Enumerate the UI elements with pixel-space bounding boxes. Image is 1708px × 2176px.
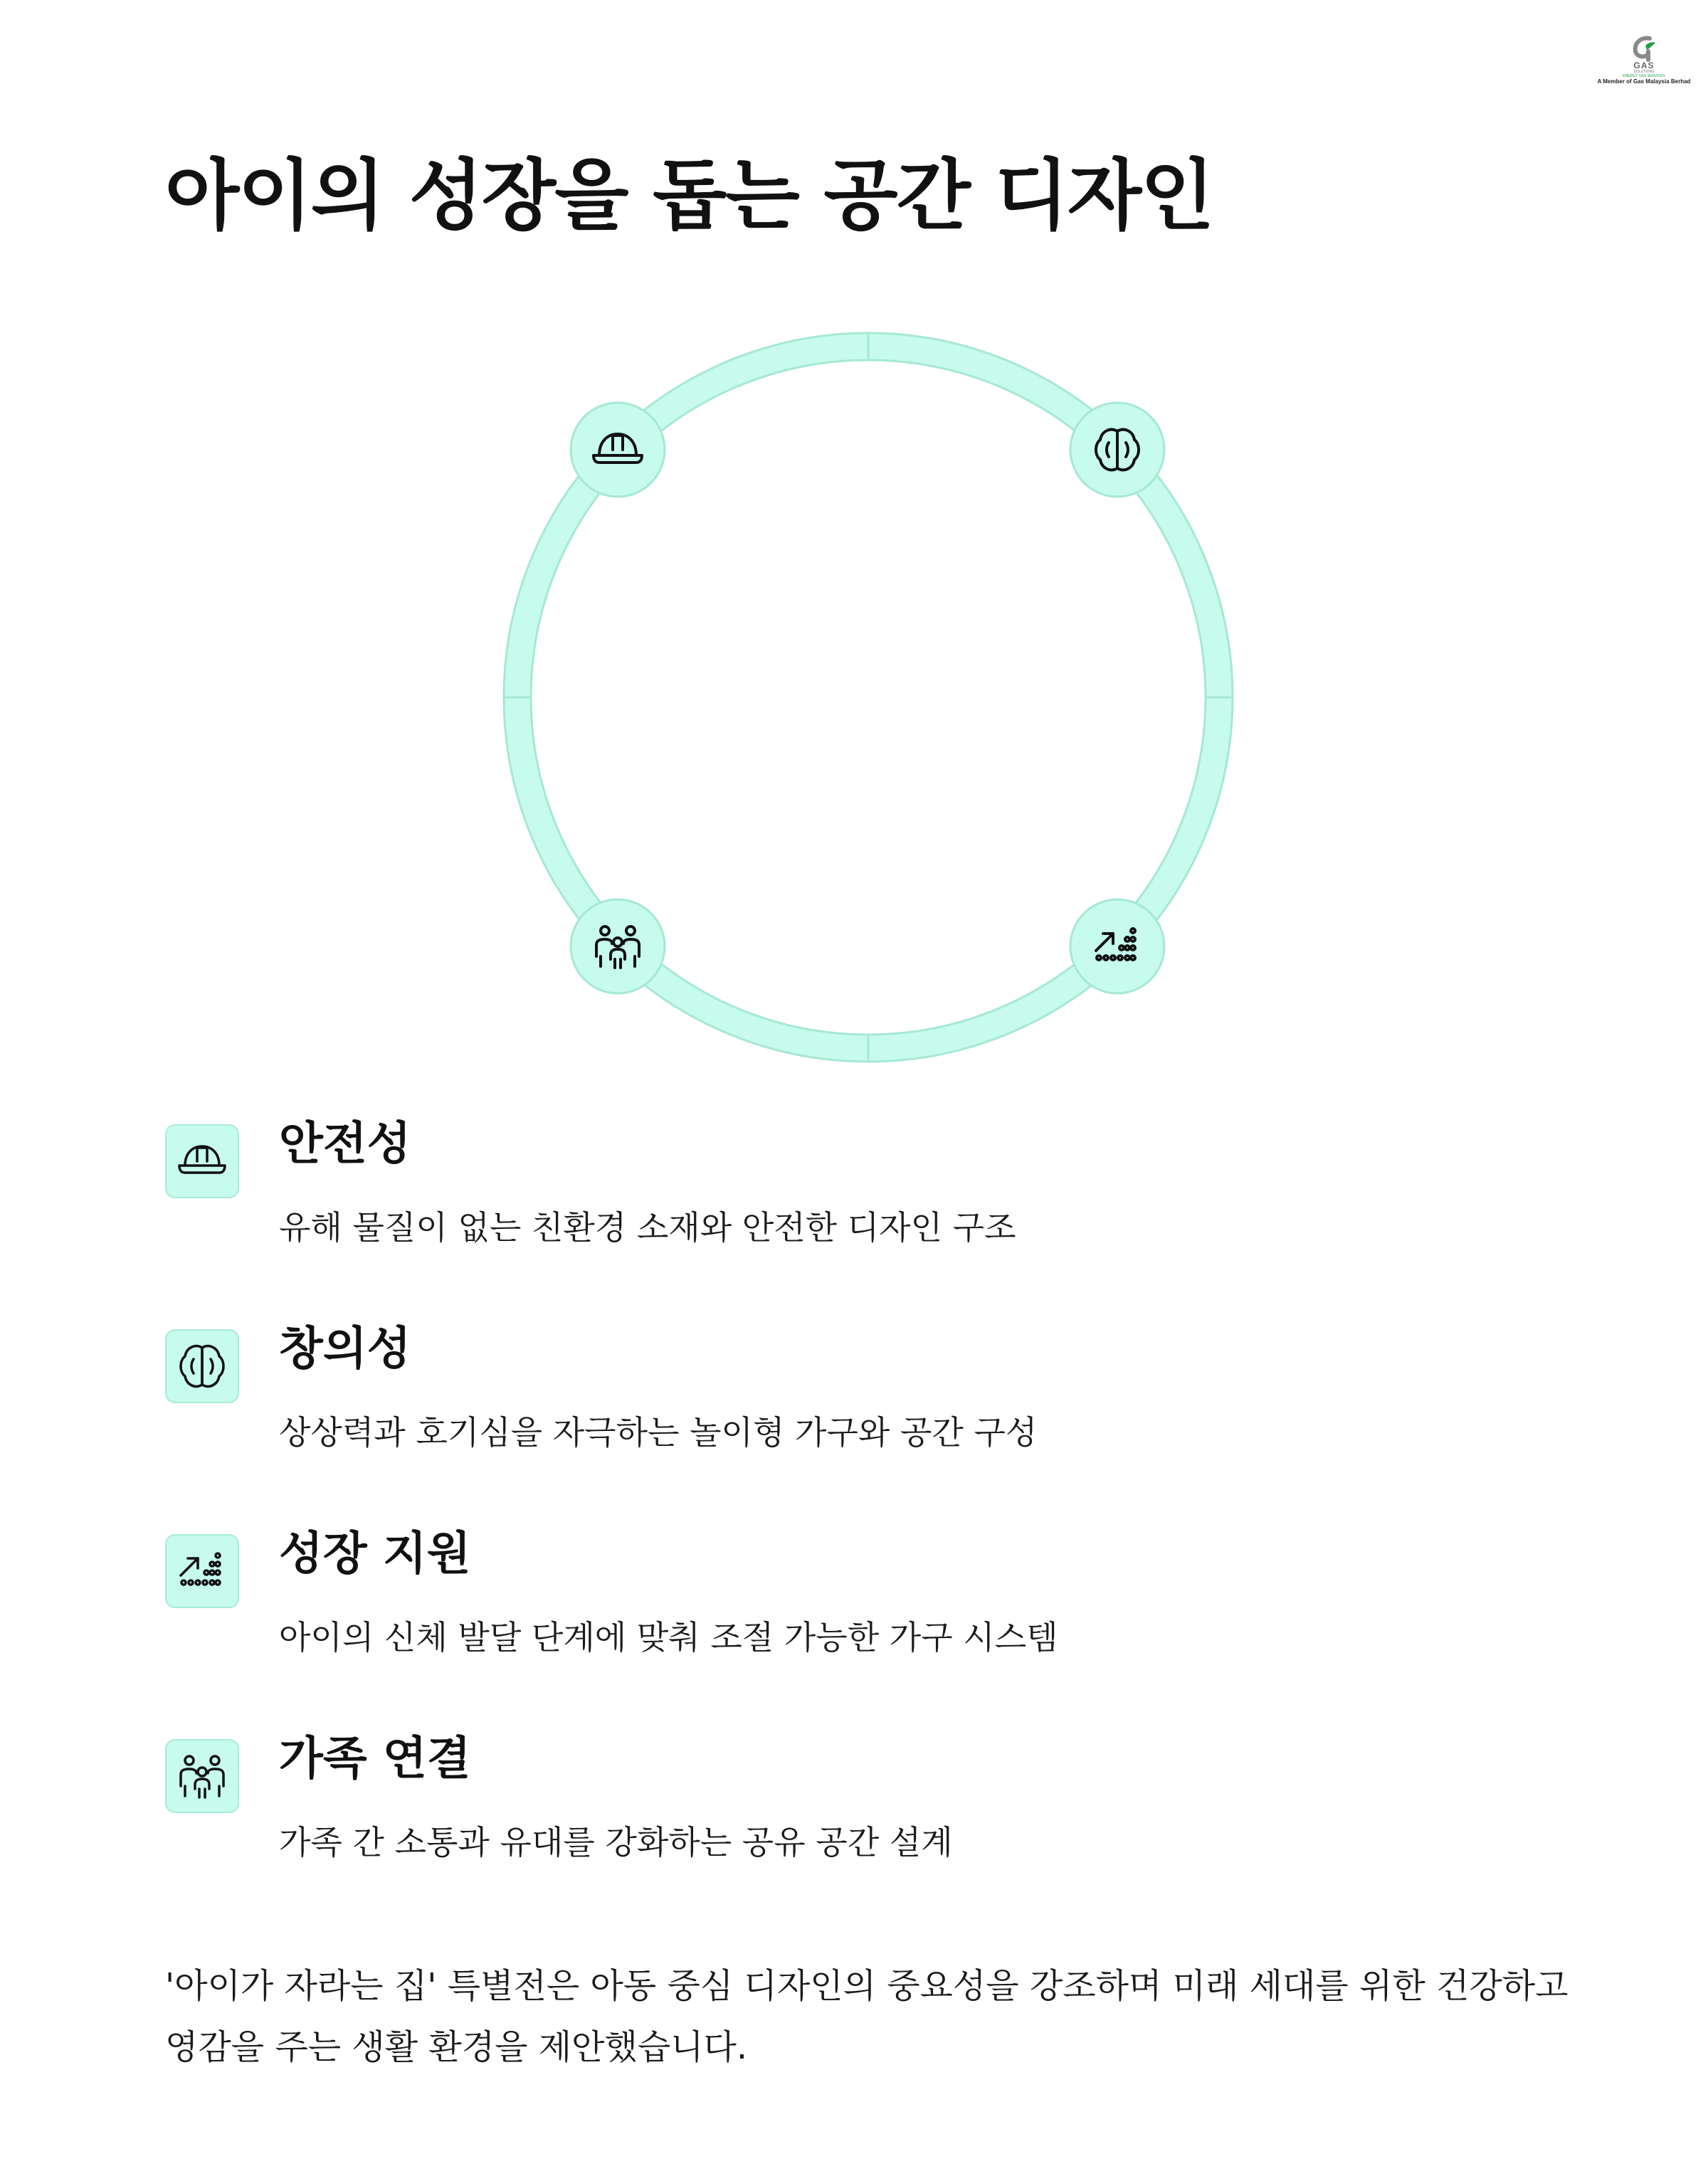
logo-member-text: A Member of Gas Malaysia Berhad <box>1597 78 1691 85</box>
helmet-icon <box>594 434 642 463</box>
feature-description: 유해 물질이 없는 친환경 소재와 안전한 디자인 구조 <box>279 1208 1016 1247</box>
logo-line1: SOLUTIONS <box>1633 70 1655 74</box>
feature-title: 성장 지원 <box>279 1528 471 1580</box>
feature-list <box>165 1110 1588 1930</box>
ring-inner <box>531 360 1206 1035</box>
brain-icon <box>1096 430 1139 470</box>
brain-icon <box>165 1329 239 1403</box>
growth-chart-icon <box>165 1534 239 1608</box>
feature-description: 상상력과 호기심을 자극하는 놀이형 가구와 공간 구성 <box>279 1413 1038 1452</box>
feature-description: 아이의 신체 발달 단계에 맞춰 조절 가능한 가구 시스템 <box>279 1618 1058 1657</box>
feature-item-growth <box>165 1520 1588 1725</box>
feature-title: 가족 연결 <box>279 1733 471 1785</box>
feature-title: 창의성 <box>279 1323 411 1375</box>
logo-word: GAS <box>1633 60 1655 70</box>
family-icon <box>596 926 639 968</box>
page-title: 아이의 성장을 돕는 공간 디자인 <box>165 152 1213 241</box>
logo-mark-icon <box>1628 36 1660 64</box>
feature-item-safety <box>165 1110 1588 1315</box>
node-helmet <box>571 403 665 497</box>
node-brain <box>1070 403 1164 497</box>
helmet-icon <box>165 1124 239 1198</box>
node-growth <box>1070 899 1164 993</box>
feature-item-family <box>165 1725 1588 1930</box>
summary-paragraph: '아이가 자라는 집' 특별전은 아동 중심 디자인의 중요성을 강조하며 미래 세대를 위한 건강하고 영감을 주는 생활 환경을 제안했습니다. <box>165 1966 1569 2067</box>
logo-line2: ENERGY GAS SERVICES <box>1623 74 1665 78</box>
company-logo <box>1594 36 1694 93</box>
growth-chart-icon <box>1096 929 1135 960</box>
node-family <box>571 899 665 993</box>
feature-description: 가족 간 소통과 유대를 강화하는 공유 공간 설계 <box>279 1823 953 1861</box>
feature-item-creativity <box>165 1315 1588 1520</box>
feature-title: 안전성 <box>279 1118 411 1171</box>
ring-outer <box>504 333 1233 1062</box>
family-icon <box>165 1739 239 1813</box>
